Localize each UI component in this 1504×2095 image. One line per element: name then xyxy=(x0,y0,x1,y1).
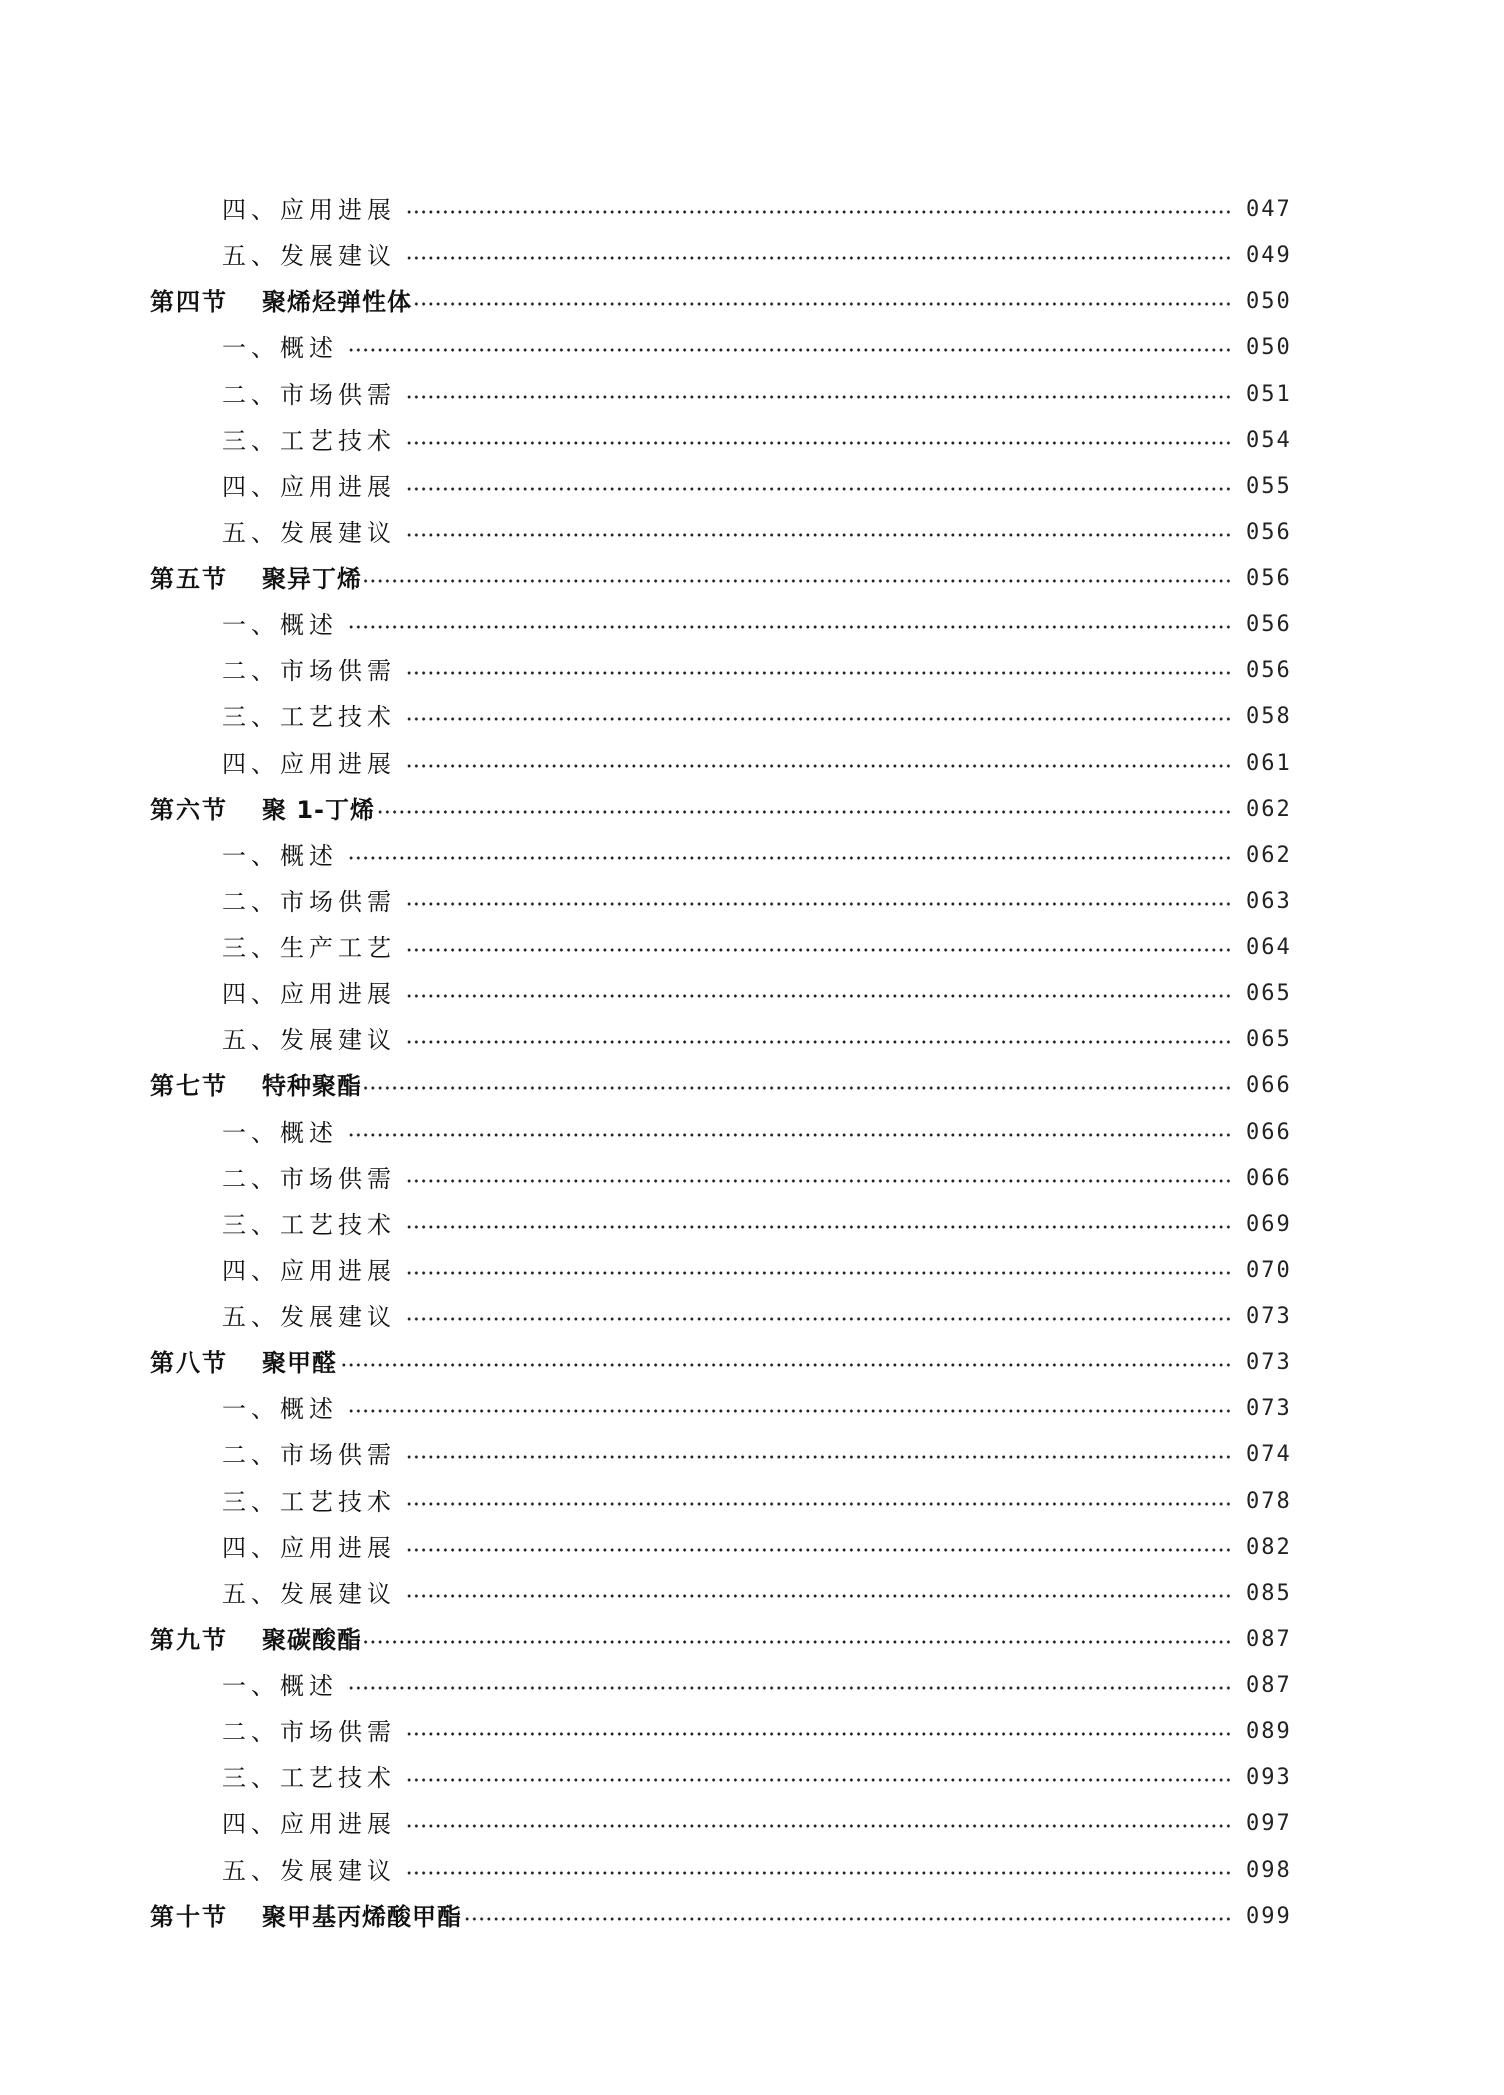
dot-leader xyxy=(348,625,1232,629)
page-number: 062 xyxy=(1246,796,1292,822)
toc-section[interactable] xyxy=(0,787,1504,833)
toc-entry[interactable] xyxy=(0,1848,1504,1894)
entry-title: 一、概述 xyxy=(222,1118,338,1147)
dot-leader xyxy=(348,348,1232,352)
section-number: 第四节 xyxy=(150,288,228,317)
section-title: 聚异丁烯 xyxy=(262,565,362,594)
entry-title: 四、应用进展 xyxy=(222,1256,396,1285)
page-number: 087 xyxy=(1246,1673,1292,1699)
toc-entry[interactable] xyxy=(0,1202,1504,1248)
toc-entry[interactable] xyxy=(0,1479,1504,1525)
entry-title: 二、市场供需 xyxy=(222,657,396,686)
entry-title: 二、市场供需 xyxy=(222,1718,396,1747)
section-number: 第六节 xyxy=(150,795,228,824)
entry-title: 三、工艺技术 xyxy=(222,426,396,455)
page-number: 087 xyxy=(1246,1626,1292,1652)
toc-entry[interactable] xyxy=(0,1709,1504,1755)
entry-title: 四、应用进展 xyxy=(222,980,396,1009)
entry-title: 三、工艺技术 xyxy=(222,1487,396,1516)
dot-leader xyxy=(406,1871,1232,1875)
toc-entry[interactable] xyxy=(0,1571,1504,1617)
entry-title: 五、发展建议 xyxy=(222,1856,396,1885)
dot-leader xyxy=(406,1502,1232,1506)
toc-section[interactable] xyxy=(0,1617,1504,1663)
entry-title: 二、市场供需 xyxy=(222,1164,396,1193)
entry-title: 四、应用进展 xyxy=(222,1810,396,1839)
page-number: 058 xyxy=(1246,704,1292,730)
page-number: 065 xyxy=(1246,1027,1292,1053)
toc-entry[interactable] xyxy=(0,325,1504,371)
toc-entry[interactable] xyxy=(0,1525,1504,1571)
toc-entry[interactable] xyxy=(0,741,1504,787)
toc-entry[interactable] xyxy=(0,1156,1504,1202)
page-number: 073 xyxy=(1246,1350,1292,1376)
page-number: 065 xyxy=(1246,981,1292,1007)
entry-title: 三、工艺技术 xyxy=(222,1210,396,1239)
dot-leader xyxy=(406,441,1232,445)
toc-entry[interactable] xyxy=(0,233,1504,279)
dot-leader xyxy=(406,256,1232,260)
toc-entry[interactable] xyxy=(0,1663,1504,1709)
entry-title: 五、发展建议 xyxy=(222,1026,396,1055)
page-number: 089 xyxy=(1246,1719,1292,1745)
table-of-contents xyxy=(0,187,1504,1940)
page-number: 085 xyxy=(1246,1580,1292,1606)
dot-leader xyxy=(406,994,1232,998)
page-number: 047 xyxy=(1246,197,1292,223)
dot-leader xyxy=(406,1732,1232,1736)
dot-leader xyxy=(406,533,1232,537)
dot-leader xyxy=(339,1363,1232,1367)
dot-leader xyxy=(364,1640,1232,1644)
entry-title: 二、市场供需 xyxy=(222,887,396,916)
page-number: 062 xyxy=(1246,842,1292,868)
dot-leader xyxy=(406,1225,1232,1229)
page-number: 078 xyxy=(1246,1488,1292,1514)
section-title: 特种聚酯 xyxy=(262,1072,362,1101)
section-title: 聚甲醛 xyxy=(262,1349,337,1378)
dot-leader xyxy=(414,302,1232,306)
dot-leader xyxy=(406,1317,1232,1321)
page-number: 050 xyxy=(1246,289,1292,315)
page-number: 073 xyxy=(1246,1304,1292,1330)
toc-entry[interactable] xyxy=(0,879,1504,925)
entry-title: 三、工艺技术 xyxy=(222,1764,396,1793)
entry-title: 一、概述 xyxy=(222,611,338,640)
toc-entry[interactable] xyxy=(0,418,1504,464)
toc-entry[interactable] xyxy=(0,372,1504,418)
dot-leader xyxy=(406,1778,1232,1782)
section-title: 聚 1-丁烯 xyxy=(262,795,376,824)
page-number: 056 xyxy=(1246,612,1292,638)
page-number: 099 xyxy=(1246,1903,1292,1929)
page-number: 066 xyxy=(1246,1119,1292,1145)
toc-entry[interactable] xyxy=(0,1248,1504,1294)
dot-leader xyxy=(406,395,1232,399)
page-number: 055 xyxy=(1246,473,1292,499)
toc-entry[interactable] xyxy=(0,694,1504,740)
dot-leader xyxy=(406,1040,1232,1044)
toc-entry[interactable] xyxy=(0,187,1504,233)
page-number: 063 xyxy=(1246,888,1292,914)
page-number: 082 xyxy=(1246,1534,1292,1560)
dot-leader xyxy=(348,856,1232,860)
toc-entry[interactable] xyxy=(0,1755,1504,1801)
page-number: 054 xyxy=(1246,427,1292,453)
entry-title: 五、发展建议 xyxy=(222,1303,396,1332)
dot-leader xyxy=(348,1686,1232,1690)
toc-entry[interactable] xyxy=(0,925,1504,971)
toc-section[interactable] xyxy=(0,1894,1504,1940)
dot-leader xyxy=(406,1179,1232,1183)
page-number: 061 xyxy=(1246,750,1292,776)
section-number: 第九节 xyxy=(150,1625,228,1654)
page-number: 050 xyxy=(1246,335,1292,361)
page-number: 097 xyxy=(1246,1811,1292,1837)
entry-title: 一、概述 xyxy=(222,1672,338,1701)
entry-title: 四、应用进展 xyxy=(222,472,396,501)
toc-section[interactable] xyxy=(0,1063,1504,1109)
page-number: 070 xyxy=(1246,1257,1292,1283)
entry-title: 四、应用进展 xyxy=(222,749,396,778)
dot-leader xyxy=(377,810,1232,814)
toc-entry[interactable] xyxy=(0,1017,1504,1063)
entry-title: 二、市场供需 xyxy=(222,380,396,409)
dot-leader xyxy=(406,1455,1232,1459)
toc-entry[interactable] xyxy=(0,602,1504,648)
toc-section[interactable] xyxy=(0,1340,1504,1386)
dot-leader xyxy=(406,717,1232,721)
toc-entry[interactable] xyxy=(0,1801,1504,1847)
entry-title: 五、发展建议 xyxy=(222,518,396,547)
toc-section[interactable] xyxy=(0,556,1504,602)
section-title: 聚碳酸酯 xyxy=(262,1625,362,1654)
entry-title: 一、概述 xyxy=(222,334,338,363)
entry-title: 三、工艺技术 xyxy=(222,703,396,732)
dot-leader xyxy=(406,671,1232,675)
entry-title: 一、概述 xyxy=(222,1395,338,1424)
page-number: 056 xyxy=(1246,658,1292,684)
section-number: 第八节 xyxy=(150,1349,228,1378)
toc-entry[interactable] xyxy=(0,648,1504,694)
page-number: 051 xyxy=(1246,381,1292,407)
entry-title: 三、生产工艺 xyxy=(222,934,396,963)
dot-leader xyxy=(464,1917,1232,1921)
section-title: 聚烯烃弹性体 xyxy=(262,288,412,317)
page-number: 066 xyxy=(1246,1073,1292,1099)
entry-title: 二、市场供需 xyxy=(222,1441,396,1470)
dot-leader xyxy=(406,210,1232,214)
toc-entry[interactable] xyxy=(0,1110,1504,1156)
page-number: 064 xyxy=(1246,935,1292,961)
dot-leader xyxy=(406,948,1232,952)
entry-title: 五、发展建议 xyxy=(222,242,396,271)
page-number: 049 xyxy=(1246,243,1292,269)
section-number: 第五节 xyxy=(150,565,228,594)
page-number: 069 xyxy=(1246,1211,1292,1237)
entry-title: 一、概述 xyxy=(222,841,338,870)
dot-leader xyxy=(406,487,1232,491)
toc-entry[interactable] xyxy=(0,510,1504,556)
page-number: 098 xyxy=(1246,1857,1292,1883)
dot-leader xyxy=(406,1548,1232,1552)
toc-entry[interactable] xyxy=(0,1294,1504,1340)
toc-entry[interactable] xyxy=(0,833,1504,879)
section-title: 聚甲基丙烯酸甲酯 xyxy=(262,1902,462,1931)
section-number: 第七节 xyxy=(150,1072,228,1101)
dot-leader xyxy=(364,579,1232,583)
dot-leader xyxy=(406,1824,1232,1828)
toc-entry[interactable] xyxy=(0,971,1504,1017)
toc-entry[interactable] xyxy=(0,1386,1504,1432)
toc-entry[interactable] xyxy=(0,1432,1504,1478)
entry-title: 四、应用进展 xyxy=(222,196,396,225)
dot-leader xyxy=(406,1271,1232,1275)
page-number: 093 xyxy=(1246,1765,1292,1791)
toc-section[interactable] xyxy=(0,279,1504,325)
page-number: 073 xyxy=(1246,1396,1292,1422)
page-number: 066 xyxy=(1246,1165,1292,1191)
entry-title: 四、应用进展 xyxy=(222,1533,396,1562)
page-number: 074 xyxy=(1246,1442,1292,1468)
dot-leader xyxy=(406,1594,1232,1598)
dot-leader xyxy=(406,902,1232,906)
dot-leader xyxy=(406,764,1232,768)
dot-leader xyxy=(348,1133,1232,1137)
dot-leader xyxy=(348,1409,1232,1413)
dot-leader xyxy=(364,1086,1232,1090)
page-number: 056 xyxy=(1246,519,1292,545)
section-number: 第十节 xyxy=(150,1902,228,1931)
page-number: 056 xyxy=(1246,566,1292,592)
entry-title: 五、发展建议 xyxy=(222,1579,396,1608)
toc-entry[interactable] xyxy=(0,464,1504,510)
